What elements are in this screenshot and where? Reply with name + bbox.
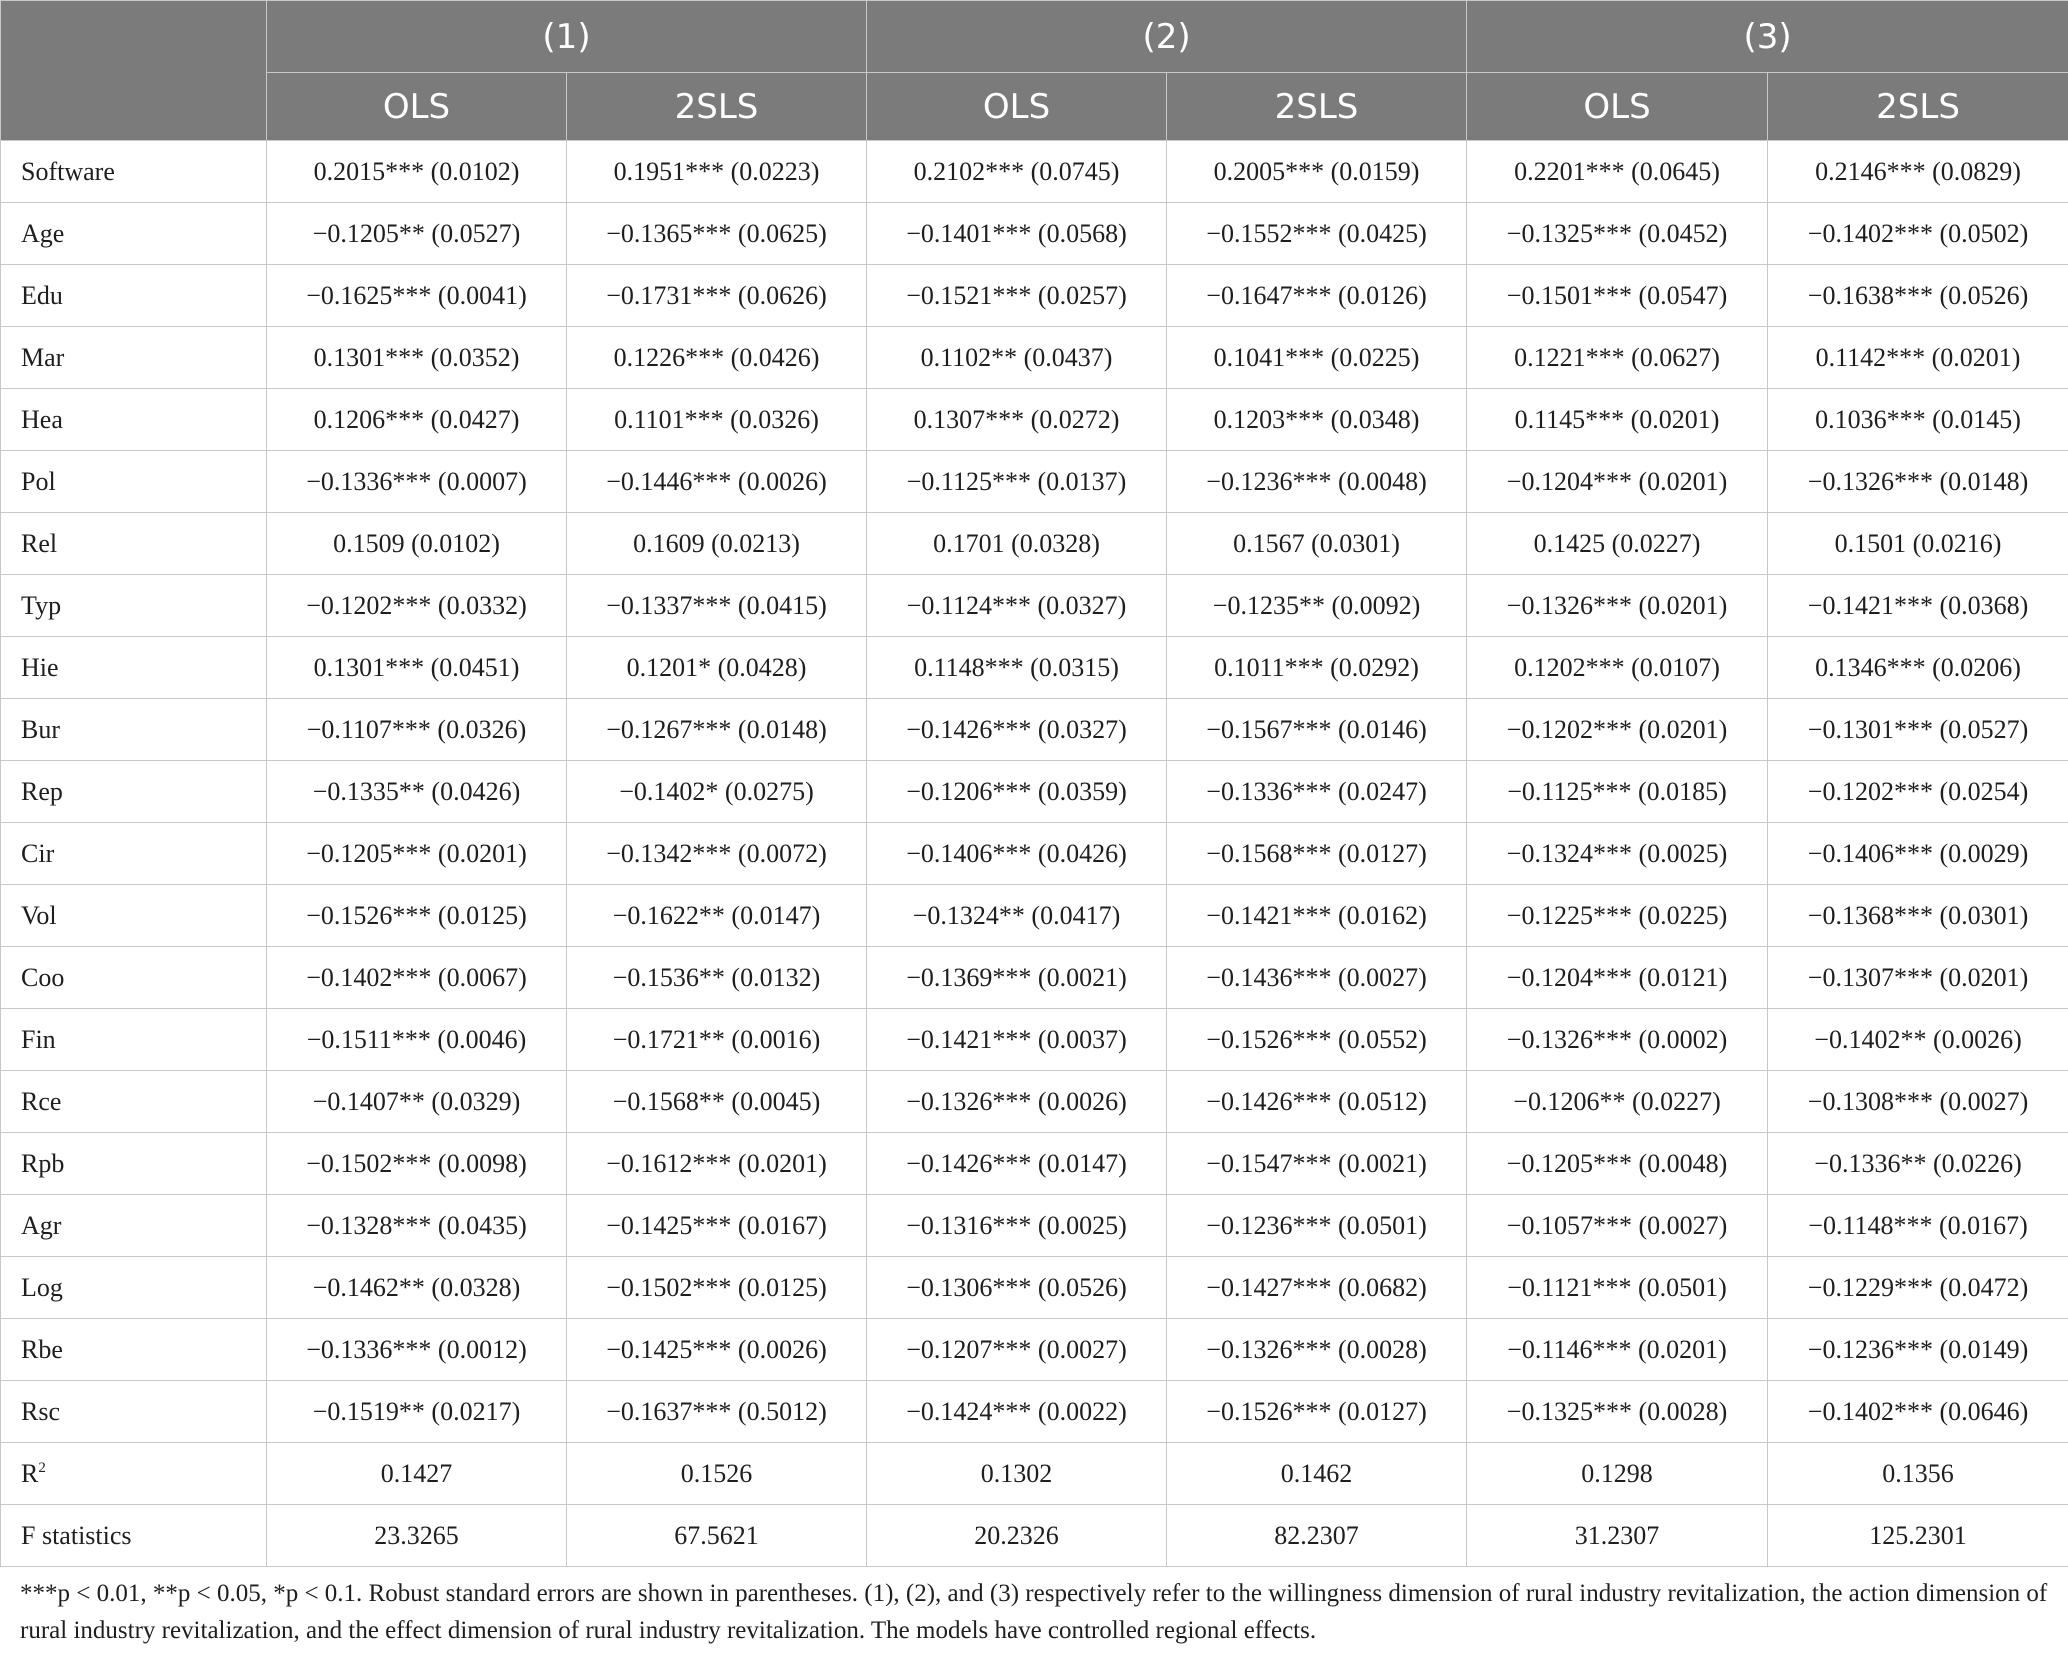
coefficient-cell: −0.1146*** (0.0201) (1467, 1319, 1768, 1381)
coefficient-cell: −0.1426*** (0.0327) (867, 699, 1167, 761)
coefficient-cell: −0.1436*** (0.0027) (1167, 947, 1467, 1009)
variable-label: Rel (1, 513, 267, 575)
coefficient-cell: −0.1336*** (0.0007) (267, 451, 567, 513)
statistic-cell: 0.1526 (567, 1443, 867, 1505)
coefficient-cell: −0.1205*** (0.0048) (1467, 1133, 1768, 1195)
coefficient-cell: −0.1731*** (0.0626) (567, 265, 867, 327)
coefficient-cell: −0.1462** (0.0328) (267, 1257, 567, 1319)
coefficient-cell: −0.1721** (0.0016) (567, 1009, 867, 1071)
table-row (1, 203, 2068, 265)
variable-label: Rce (1, 1071, 267, 1133)
corner-cell (1, 1, 267, 141)
coefficient-cell: −0.1107*** (0.0326) (267, 699, 567, 761)
coefficient-cell: 0.1501 (0.0216) (1768, 513, 2068, 575)
variable-label: Hie (1, 637, 267, 699)
coefficient-cell: 0.1203*** (0.0348) (1167, 389, 1467, 451)
method-header: OLS (267, 73, 567, 141)
table-row (1, 389, 2068, 451)
coefficient-cell: −0.1637*** (0.5012) (567, 1381, 867, 1443)
method-header: OLS (867, 73, 1167, 141)
coefficient-cell: −0.1202*** (0.0201) (1467, 699, 1768, 761)
table-row (1, 1133, 2068, 1195)
variable-label: F statistics (1, 1505, 267, 1567)
coefficient-cell: −0.1325*** (0.0452) (1467, 203, 1768, 265)
variable-label: Rep (1, 761, 267, 823)
coefficient-cell: 0.1307*** (0.0272) (867, 389, 1167, 451)
table-row (1, 637, 2068, 699)
table-footnote: ***p < 0.01, **p < 0.05, *p < 0.1. Robust standard errors are shown in parentheses. (1), (2), and (3) respectively refer to the willingness dimension of rural industry revitalization, the action dimension of rural industry revitalization, and the effect dimension of rural industry revitalization. The models have controlled regional effects. (20, 1580, 2048, 1644)
coefficient-cell: −0.1204*** (0.0121) (1467, 947, 1768, 1009)
coefficient-cell: −0.1236*** (0.0501) (1167, 1195, 1467, 1257)
coefficient-cell: −0.1502*** (0.0098) (267, 1133, 567, 1195)
coefficient-cell: −0.1425*** (0.0167) (567, 1195, 867, 1257)
coefficient-cell: 0.1425 (0.0227) (1467, 513, 1768, 575)
table-row-r-squared (1, 1443, 2068, 1505)
table-row (1, 141, 2068, 203)
coefficient-cell: 0.1301*** (0.0352) (267, 327, 567, 389)
statistic-cell: 31.2307 (1467, 1505, 1768, 1567)
coefficient-cell: 0.2201*** (0.0645) (1467, 141, 1768, 203)
variable-label: Log (1, 1257, 267, 1319)
coefficient-cell: −0.1612*** (0.0201) (567, 1133, 867, 1195)
statistic-cell: 82.2307 (1167, 1505, 1467, 1567)
coefficient-cell: 0.1301*** (0.0451) (267, 637, 567, 699)
coefficient-cell: −0.1205** (0.0527) (267, 203, 567, 265)
table-row (1, 761, 2068, 823)
table-row (1, 1319, 2068, 1381)
method-header-row (1, 73, 2068, 141)
table-row (1, 1195, 2068, 1257)
coefficient-cell: −0.1236*** (0.0149) (1768, 1319, 2068, 1381)
coefficient-cell: −0.1402* (0.0275) (567, 761, 867, 823)
coefficient-cell: 0.1202*** (0.0107) (1467, 637, 1768, 699)
statistic-cell: 0.1462 (1167, 1443, 1467, 1505)
coefficient-cell: 0.1951*** (0.0223) (567, 141, 867, 203)
coefficient-cell: −0.1365*** (0.0625) (567, 203, 867, 265)
method-header: 2SLS (1167, 73, 1467, 141)
coefficient-cell: −0.1121*** (0.0501) (1467, 1257, 1768, 1319)
coefficient-cell: −0.1547*** (0.0021) (1167, 1133, 1467, 1195)
coefficient-cell: −0.1328*** (0.0435) (267, 1195, 567, 1257)
coefficient-cell: −0.1406*** (0.0426) (867, 823, 1167, 885)
coefficient-cell: −0.1519** (0.0217) (267, 1381, 567, 1443)
variable-label: Pol (1, 451, 267, 513)
coefficient-cell: −0.1057*** (0.0027) (1467, 1195, 1768, 1257)
variable-label: Age (1, 203, 267, 265)
coefficient-cell: −0.1326*** (0.0002) (1467, 1009, 1768, 1071)
coefficient-cell: −0.1125*** (0.0137) (867, 451, 1167, 513)
coefficient-cell: −0.1501*** (0.0547) (1467, 265, 1768, 327)
coefficient-cell: −0.1267*** (0.0148) (567, 699, 867, 761)
coefficient-cell: −0.1622** (0.0147) (567, 885, 867, 947)
coefficient-cell: −0.1316*** (0.0025) (867, 1195, 1167, 1257)
coefficient-cell: −0.1552*** (0.0425) (1167, 203, 1467, 265)
coefficient-cell: 0.1226*** (0.0426) (567, 327, 867, 389)
coefficient-cell: 0.1036*** (0.0145) (1768, 389, 2068, 451)
coefficient-cell: −0.1306*** (0.0526) (867, 1257, 1167, 1319)
coefficient-cell: −0.1526*** (0.0552) (1167, 1009, 1467, 1071)
table-row (1, 575, 2068, 637)
coefficient-cell: −0.1402*** (0.0067) (267, 947, 567, 1009)
coefficient-cell: −0.1625*** (0.0041) (267, 265, 567, 327)
coefficient-cell: −0.1638*** (0.0526) (1768, 265, 2068, 327)
variable-label: Rsc (1, 1381, 267, 1443)
statistic-cell: 0.1427 (267, 1443, 567, 1505)
coefficient-cell: −0.1229*** (0.0472) (1768, 1257, 2068, 1319)
variable-label: Coo (1, 947, 267, 1009)
coefficient-cell: −0.1207*** (0.0027) (867, 1319, 1167, 1381)
variable-label: Typ (1, 575, 267, 637)
coefficient-cell: −0.1335** (0.0426) (267, 761, 567, 823)
coefficient-cell: −0.1307*** (0.0201) (1768, 947, 2068, 1009)
coefficient-cell: 0.1567 (0.0301) (1167, 513, 1467, 575)
coefficient-cell: 0.1102** (0.0437) (867, 327, 1167, 389)
coefficient-cell: −0.1401*** (0.0568) (867, 203, 1167, 265)
coefficient-cell: −0.1308*** (0.0027) (1768, 1071, 2068, 1133)
coefficient-cell: −0.1511*** (0.0046) (267, 1009, 567, 1071)
coefficient-cell: −0.1148*** (0.0167) (1768, 1195, 2068, 1257)
coefficient-cell: −0.1326*** (0.0026) (867, 1071, 1167, 1133)
coefficient-cell: −0.1202*** (0.0254) (1768, 761, 2068, 823)
statistic-cell: 20.2326 (867, 1505, 1167, 1567)
coefficient-cell: −0.1368*** (0.0301) (1768, 885, 2068, 947)
coefficient-cell: −0.1568*** (0.0127) (1167, 823, 1467, 885)
coefficient-cell: −0.1425*** (0.0026) (567, 1319, 867, 1381)
coefficient-cell: −0.1206*** (0.0359) (867, 761, 1167, 823)
coefficient-cell: 0.2146*** (0.0829) (1768, 141, 2068, 203)
coefficient-cell: 0.1142*** (0.0201) (1768, 327, 2068, 389)
coefficient-cell: 0.1148*** (0.0315) (867, 637, 1167, 699)
coefficient-cell: −0.1406*** (0.0029) (1768, 823, 2068, 885)
coefficient-cell: −0.1125*** (0.0185) (1467, 761, 1768, 823)
coefficient-cell: 0.1609 (0.0213) (567, 513, 867, 575)
variable-label: Agr (1, 1195, 267, 1257)
coefficient-cell: 0.2005*** (0.0159) (1167, 141, 1467, 203)
statistic-cell: 0.1356 (1768, 1443, 2068, 1505)
group-header: (2) (867, 1, 1467, 73)
coefficient-cell: −0.1124*** (0.0327) (867, 575, 1167, 637)
coefficient-cell: −0.1526*** (0.0125) (267, 885, 567, 947)
variable-label: Rbe (1, 1319, 267, 1381)
variable-label: Hea (1, 389, 267, 451)
coefficient-cell: 0.1011*** (0.0292) (1167, 637, 1467, 699)
table-row (1, 947, 2068, 1009)
coefficient-cell: 0.1206*** (0.0427) (267, 389, 567, 451)
variable-label: Software (1, 141, 267, 203)
coefficient-cell: −0.1324*** (0.0025) (1467, 823, 1768, 885)
table-row (1, 823, 2068, 885)
method-header: OLS (1467, 73, 1768, 141)
coefficient-cell: −0.1502*** (0.0125) (567, 1257, 867, 1319)
coefficient-cell: −0.1326*** (0.0148) (1768, 451, 2068, 513)
statistic-cell: 125.2301 (1768, 1505, 2068, 1567)
coefficient-cell: −0.1236*** (0.0048) (1167, 451, 1467, 513)
statistic-cell: 0.1302 (867, 1443, 1167, 1505)
coefficient-cell: 0.2102*** (0.0745) (867, 141, 1167, 203)
variable-label (1, 1443, 267, 1505)
coefficient-cell: −0.1567*** (0.0146) (1167, 699, 1467, 761)
coefficient-cell: −0.1647*** (0.0126) (1167, 265, 1467, 327)
coefficient-cell: −0.1324** (0.0417) (867, 885, 1167, 947)
coefficient-cell: −0.1336** (0.0226) (1768, 1133, 2068, 1195)
statistic-cell: 0.1298 (1467, 1443, 1768, 1505)
coefficient-cell: 0.1221*** (0.0627) (1467, 327, 1768, 389)
table-row (1, 513, 2068, 575)
table-row-f-statistics (1, 1505, 2068, 1567)
coefficient-cell: −0.1336*** (0.0012) (267, 1319, 567, 1381)
table-row (1, 699, 2068, 761)
table-row (1, 1009, 2068, 1071)
coefficient-cell: −0.1206** (0.0227) (1467, 1071, 1768, 1133)
method-header: 2SLS (1768, 73, 2068, 141)
coefficient-cell: −0.1225*** (0.0225) (1467, 885, 1768, 947)
coefficient-cell: −0.1325*** (0.0028) (1467, 1381, 1768, 1443)
table-row (1, 1257, 2068, 1319)
group-header: (1) (267, 1, 867, 73)
coefficient-cell: −0.1424*** (0.0022) (867, 1381, 1167, 1443)
coefficient-cell: −0.1421*** (0.0037) (867, 1009, 1167, 1071)
group-header-row (1, 1, 2068, 73)
coefficient-cell: −0.1326*** (0.0028) (1167, 1319, 1467, 1381)
coefficient-cell: −0.1235** (0.0092) (1167, 575, 1467, 637)
coefficient-cell: −0.1205*** (0.0201) (267, 823, 567, 885)
coefficient-cell: −0.1204*** (0.0201) (1467, 451, 1768, 513)
coefficient-cell: −0.1526*** (0.0127) (1167, 1381, 1467, 1443)
coefficient-cell: −0.1421*** (0.0162) (1167, 885, 1467, 947)
coefficient-cell: 0.1509 (0.0102) (267, 513, 567, 575)
coefficient-cell: 0.1101*** (0.0326) (567, 389, 867, 451)
variable-label: Fin (1, 1009, 267, 1071)
coefficient-cell: −0.1402*** (0.0502) (1768, 203, 2068, 265)
coefficient-cell: −0.1446*** (0.0026) (567, 451, 867, 513)
coefficient-cell: −0.1202*** (0.0332) (267, 575, 567, 637)
coefficient-cell: −0.1407** (0.0329) (267, 1071, 567, 1133)
table-row (1, 1071, 2068, 1133)
r-squared-label: R (21, 1458, 39, 1488)
coefficient-cell: −0.1536** (0.0132) (567, 947, 867, 1009)
table-row (1, 451, 2068, 513)
coefficient-cell: 0.1201* (0.0428) (567, 637, 867, 699)
coefficient-cell: −0.1426*** (0.0512) (1167, 1071, 1467, 1133)
variable-label: Mar (1, 327, 267, 389)
statistic-cell: 23.3265 (267, 1505, 567, 1567)
variable-label: Vol (1, 885, 267, 947)
table-body (1, 141, 2068, 1567)
method-header: 2SLS (567, 73, 867, 141)
coefficient-cell: −0.1342*** (0.0072) (567, 823, 867, 885)
group-header: (3) (1467, 1, 2068, 73)
coefficient-cell: −0.1421*** (0.0368) (1768, 575, 2068, 637)
coefficient-cell: 0.1041*** (0.0225) (1167, 327, 1467, 389)
r-squared-superscript: 2 (38, 1459, 46, 1476)
coefficient-cell: 0.1346*** (0.0206) (1768, 637, 2068, 699)
statistic-cell: 67.5621 (567, 1505, 867, 1567)
coefficient-cell: −0.1521*** (0.0257) (867, 265, 1167, 327)
coefficient-cell: −0.1427*** (0.0682) (1167, 1257, 1467, 1319)
variable-label: Rpb (1, 1133, 267, 1195)
coefficient-cell: 0.1701 (0.0328) (867, 513, 1167, 575)
coefficient-cell: −0.1301*** (0.0527) (1768, 699, 2068, 761)
coefficient-cell: −0.1369*** (0.0021) (867, 947, 1167, 1009)
coefficient-cell: −0.1326*** (0.0201) (1467, 575, 1768, 637)
coefficient-cell: −0.1568** (0.0045) (567, 1071, 867, 1133)
variable-label: Bur (1, 699, 267, 761)
coefficient-cell: −0.1336*** (0.0247) (1167, 761, 1467, 823)
coefficient-cell: −0.1402** (0.0026) (1768, 1009, 2068, 1071)
table-row (1, 1381, 2068, 1443)
coefficient-cell: −0.1426*** (0.0147) (867, 1133, 1167, 1195)
variable-label: Edu (1, 265, 267, 327)
coefficient-cell: 0.1145*** (0.0201) (1467, 389, 1768, 451)
table-row (1, 885, 2068, 947)
table-row (1, 327, 2068, 389)
coefficient-cell: −0.1337*** (0.0415) (567, 575, 867, 637)
variable-label: Cir (1, 823, 267, 885)
coefficient-cell: −0.1402*** (0.0646) (1768, 1381, 2068, 1443)
coefficient-cell: 0.2015*** (0.0102) (267, 141, 567, 203)
table-row (1, 265, 2068, 327)
